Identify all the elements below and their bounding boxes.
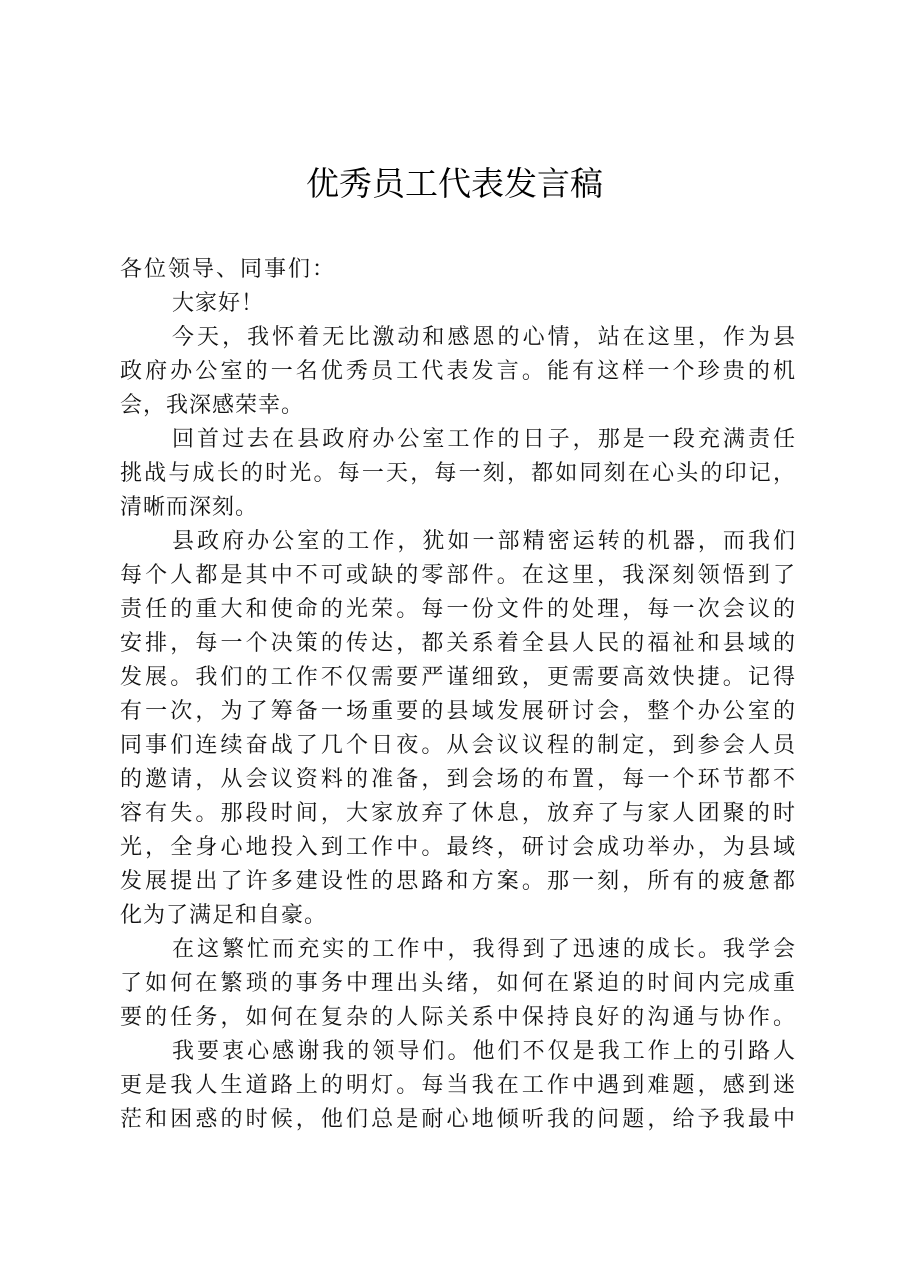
paragraph-line: 发展。我们的工作不仅需要严谨细致，更需要高效快捷。记得 [120,665,796,690]
greeting: 大家好！ [172,291,265,316]
paragraph-line: 每个人都是其中不可或缺的零部件。在这里，我深刻领悟到了 [120,563,796,588]
salutation: 各位领导、同事们： [120,257,337,282]
paragraph-line: 我要衷心感谢我的领导们。他们不仅是我工作上的引路人 [172,1039,796,1064]
paragraph-line: 在这繁忙而充实的工作中，我得到了迅速的成长。我学会 [172,937,796,962]
paragraph-line: 了如何在繁琐的事务中理出头绪，如何在紧迫的时间内完成重 [120,971,796,996]
paragraph-line: 化为了满足和自豪。 [120,903,328,928]
paragraph-2 [120,423,796,525]
paragraph-line: 挑战与成长的时光。每一天，每一刻，都如同刻在心头的印记， [120,461,796,486]
paragraph-4 [120,933,796,1035]
paragraph-line: 会，我深感荣幸。 [120,393,305,418]
paragraph-line: 县政府办公室的工作，犹如一部精密运转的机器，而我们 [172,529,796,554]
paragraph-1 [120,321,796,423]
paragraph-3 [120,525,796,933]
paragraph-line: 责任的重大和使命的光荣。每一份文件的处理，每一次会议的 [120,597,796,622]
paragraph-line: 有一次，为了筹备一场重要的县域发展研讨会，整个办公室的 [120,699,796,724]
paragraph-line: 政府办公室的一名优秀员工代表发言。能有这样一个珍贵的机 [120,359,796,384]
paragraph-line: 发展提出了许多建设性的思路和方案。那一刻，所有的疲惫都 [120,869,796,894]
paragraph-line: 同事们连续奋战了几个日夜。从会议议程的制定，到参会人员 [120,733,796,758]
paragraph-line: 茫和困惑的时候，他们总是耐心地倾听我的问题，给予我最中 [120,1107,796,1132]
paragraph-line: 更是我人生道路上的明灯。每当我在工作中遇到难题，感到迷 [120,1073,796,1098]
paragraph-line: 要的任务，如何在复杂的人际关系中保持良好的沟通与协作。 [120,1005,796,1030]
paragraph-line: 清晰而深刻。 [120,495,259,520]
paragraph-line: 安排，每一个决策的传达，都关系着全县人民的福祉和县域的 [120,631,796,656]
paragraph-line: 容有失。那段时间，大家放弃了休息，放弃了与家人团聚的时 [120,801,796,826]
paragraph-line: 今天，我怀着无比激动和感恩的心情，站在这里，作为县 [172,325,796,350]
document-body [120,253,796,1137]
paragraph-line: 回首过去在县政府办公室工作的日子，那是一段充满责任 [172,427,796,452]
document-title: 优秀员工代表发言稿 [306,164,603,203]
paragraph-line: 光，全身心地投入到工作中。最终，研讨会成功举办，为县域 [120,835,796,860]
paragraph-line: 的邀请，从会议资料的准备，到会场的布置，每一个环节都不 [120,767,796,792]
paragraph-5 [120,1035,796,1137]
